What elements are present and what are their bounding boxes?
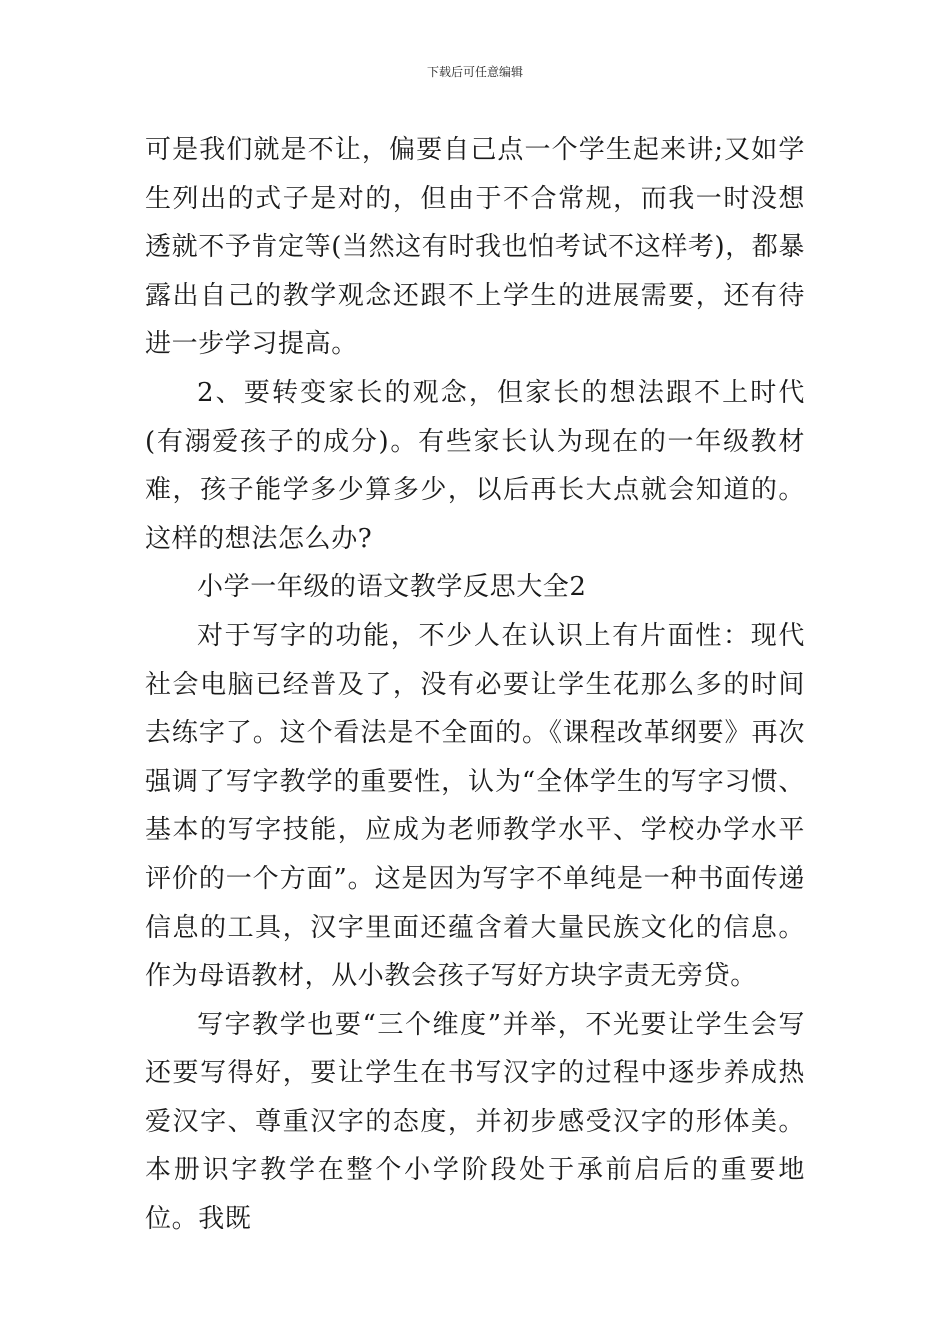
page-header: 下载后可任意编辑 — [426, 65, 523, 79]
paragraph: 2、要转变家长的观念，但家长的想法跟不上时代(有溺爱孩子的成分)。有些家长认为现在的一年级教材难，孩子能学多少算多少，以后再长大点就会知道的。这样的想法怎么办? — [145, 377, 805, 554]
paragraph: 可是我们就是不让，偏要自己点一个学生起来讲;又如学生列出的式子是对的，但由于不合常规，而我一时没想透就不予肯定等(当然这有时我也怕考试不这样考)，都暴露出自己的教学观念还跟不上学生的进展需要，还有待进一步学习提高。 — [145, 135, 805, 360]
paragraph: 写字教学也要“三个维度”并举，不光要让学生会写还要写得好，要让学生在书写汉字的过程中逐步养成热爱汉字、尊重汉字的态度，并初步感受汉字的形体美。本册识字教学在整个小学阶段处于承前启后的重要地位。我既 — [145, 1009, 805, 1235]
paragraph: 对于写字的功能，不少人在认识上有片面性：现代社会电脑已经普及了，没有必要让学生花那么多的时间去练字了。这个看法是不全面的。《课程改革纲要》再次强调了写字教学的重要性，认为“全体学生的写字习惯、基本的写字技能，应成为老师教学水平、学校办学水平评价的一个方面”。这是因为写字不单纯是一种书面传递信息的工具，汉字里面还蕴含着大量民族文化的信息。作为母语教材，从小教会孩子写好方块字责无旁贷。 — [145, 620, 805, 992]
section-heading: 小学一年级的语文教学反思大全2 — [197, 572, 587, 603]
body-text — [145, 126, 805, 1244]
